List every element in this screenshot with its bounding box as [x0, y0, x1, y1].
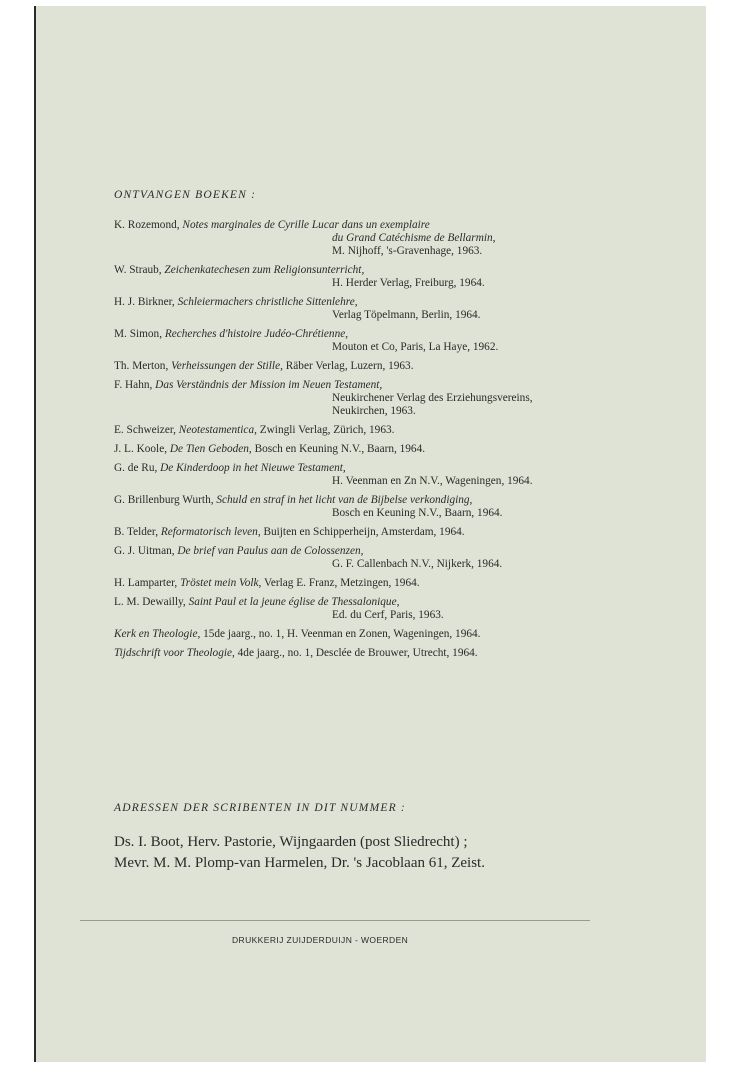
- book-entry-continuation: [114, 405, 674, 418]
- book-author: F. Hahn,: [114, 379, 153, 391]
- book-author: E. Schweizer,: [114, 424, 176, 436]
- book-entry-continuation: [114, 277, 674, 290]
- book-title: Das Verständnis der Mission im Neuen Testament,: [155, 379, 383, 391]
- book-entry: [114, 494, 674, 520]
- book-title: Schuld en straf in het licht van de Bijbelse verkondiging,: [216, 494, 473, 506]
- book-author: H. Lamparter,: [114, 577, 178, 589]
- book-entry-line: [114, 545, 674, 558]
- book-continuation-text: Bosch en Keuning N.V., Baarn, 1964.: [332, 507, 503, 519]
- book-continuation-text: Ed. du Cerf, Paris, 1963.: [332, 609, 444, 621]
- book-author: K. Rozemond,: [114, 219, 180, 231]
- book-entry-line: [114, 296, 674, 309]
- book-entry: [114, 545, 674, 571]
- book-continuation-text: Mouton et Co, Paris, La Haye, 1962.: [332, 341, 499, 353]
- book-entry: [114, 219, 674, 258]
- book-entry-line: [114, 628, 674, 641]
- book-entry: [114, 424, 674, 437]
- book-author: J. L. Koole,: [114, 443, 168, 455]
- book-entry-continuation: [114, 309, 674, 322]
- book-entry-line: [114, 219, 674, 232]
- book-title: Zeichenkatechesen zum Religionsunterricht,: [164, 264, 365, 276]
- book-entry: [114, 296, 674, 322]
- book-entry: [114, 526, 674, 539]
- book-entry-line: [114, 596, 674, 609]
- book-entry-line: [114, 328, 674, 341]
- address-line: Ds. I. Boot, Herv. Pastorie, Wijngaarden (post Sliedrecht) ;: [114, 834, 468, 850]
- book-author: M. Simon,: [114, 328, 163, 340]
- book-title: Notes marginales de Cyrille Lucar dans un exemplaire: [182, 219, 430, 231]
- book-author: G. J. Uitman,: [114, 545, 175, 557]
- book-entry: [114, 647, 674, 660]
- received-books-list: [114, 219, 674, 666]
- book-entry: [114, 264, 674, 290]
- address-line: Mevr. M. M. Plomp-van Harmelen, Dr. 's Jacoblaan 61, Zeist.: [114, 855, 485, 871]
- book-author: G. Brillenburg Wurth,: [114, 494, 214, 506]
- book-continuation-text: H. Veenman en Zn N.V., Wageningen, 1964.: [332, 475, 533, 487]
- book-entry: [114, 443, 674, 456]
- book-entry-line: [114, 264, 674, 277]
- book-title: De Tien Geboden,: [169, 443, 252, 455]
- book-entry: [114, 462, 674, 488]
- book-continuation-text: Neukirchener Verlag des Erziehungsvereins,: [332, 392, 533, 404]
- book-title: De Kinderdoop in het Nieuwe Testament,: [160, 462, 346, 474]
- book-entry-line: [114, 443, 674, 456]
- book-entry-continuation: [114, 341, 674, 354]
- book-author: L. M. Dewailly,: [114, 596, 186, 608]
- book-entry-line: [114, 462, 674, 475]
- addresses-heading: ADRESSEN DER SCRIBENTEN IN DIT NUMMER :: [114, 802, 406, 814]
- book-author: H. J. Birkner,: [114, 296, 175, 308]
- book-entry-continuation: [114, 392, 674, 405]
- book-entry-line: [114, 494, 674, 507]
- book-title: Schleiermachers christliche Sittenlehre,: [177, 296, 358, 308]
- book-continuation-text: M. Nijhoff, 's-Gravenhage, 1963.: [332, 245, 483, 257]
- book-publisher: Bosch en Keuning N.V., Baarn, 1964.: [254, 443, 426, 455]
- book-continuation-text: Neukirchen, 1963.: [332, 405, 416, 417]
- book-continuation-text: G. F. Callenbach N.V., Nijkerk, 1964.: [332, 558, 503, 570]
- book-publisher: 4de jaarg., no. 1, Desclée de Brouwer, Utrecht, 1964.: [237, 647, 478, 659]
- book-author: W. Straub,: [114, 264, 162, 276]
- book-entry: [114, 628, 674, 641]
- book-author: G. de Ru,: [114, 462, 158, 474]
- book-title: Saint Paul et la jeune église de Thessalonique,: [188, 596, 400, 608]
- book-entry-line: [114, 424, 674, 437]
- book-entry-continuation: [114, 609, 674, 622]
- book-author: B. Telder,: [114, 526, 159, 538]
- book-entry-continuation: [114, 475, 674, 488]
- book-publisher: 15de jaarg., no. 1, H. Veenman en Zonen, Wageningen, 1964.: [203, 628, 481, 640]
- book-entry-continuation: [114, 245, 674, 258]
- book-title: Reformatorisch leven,: [160, 526, 261, 538]
- book-entry-line: [114, 577, 674, 590]
- book-title: Verheissungen der Stille,: [171, 360, 283, 372]
- book-title: Tröstet mein Volk,: [180, 577, 262, 589]
- book-title: Neotestamentica,: [178, 424, 257, 436]
- book-publisher: Verlag E. Franz, Metzingen, 1964.: [263, 577, 420, 589]
- book-continuation-text: du Grand Catéchisme de Bellarmin,: [332, 232, 496, 244]
- received-books-heading: ONTVANGEN BOEKEN :: [114, 189, 257, 201]
- book-author: Th. Merton,: [114, 360, 169, 372]
- book-entry: [114, 328, 674, 354]
- book-title: Recherches d'histoire Judéo-Chrétienne,: [164, 328, 349, 340]
- book-entry: [114, 596, 674, 622]
- addresses-list: [114, 832, 485, 874]
- book-entry: [114, 360, 674, 373]
- book-title: Kerk en Theologie,: [114, 628, 201, 640]
- book-continuation-text: Verlag Töpelmann, Berlin, 1964.: [332, 309, 481, 321]
- book-entry: [114, 379, 674, 418]
- book-entry-continuation: [114, 507, 674, 520]
- footer-rule: [80, 920, 590, 921]
- book-entry-line: [114, 360, 674, 373]
- page: [34, 6, 706, 1062]
- book-entry-line: [114, 647, 674, 660]
- book-entry: [114, 577, 674, 590]
- book-publisher: Buijten en Schipperheijn, Amsterdam, 1964.: [263, 526, 465, 538]
- printer-imprint: DRUKKERIJ ZUIJDERDUIJN - WOERDEN: [232, 935, 409, 945]
- book-title: Tijdschrift voor Theologie,: [114, 647, 235, 659]
- book-continuation-text: H. Herder Verlag, Freiburg, 1964.: [332, 277, 485, 289]
- book-entry-continuation: [114, 558, 674, 571]
- book-entry-line: [114, 379, 674, 392]
- book-publisher: Räber Verlag, Luzern, 1963.: [285, 360, 414, 372]
- book-entry-continuation: [114, 232, 674, 245]
- book-title: De brief van Paulus aan de Colossenzen,: [177, 545, 364, 557]
- book-entry-line: [114, 526, 674, 539]
- book-publisher: Zwingli Verlag, Zürich, 1963.: [259, 424, 395, 436]
